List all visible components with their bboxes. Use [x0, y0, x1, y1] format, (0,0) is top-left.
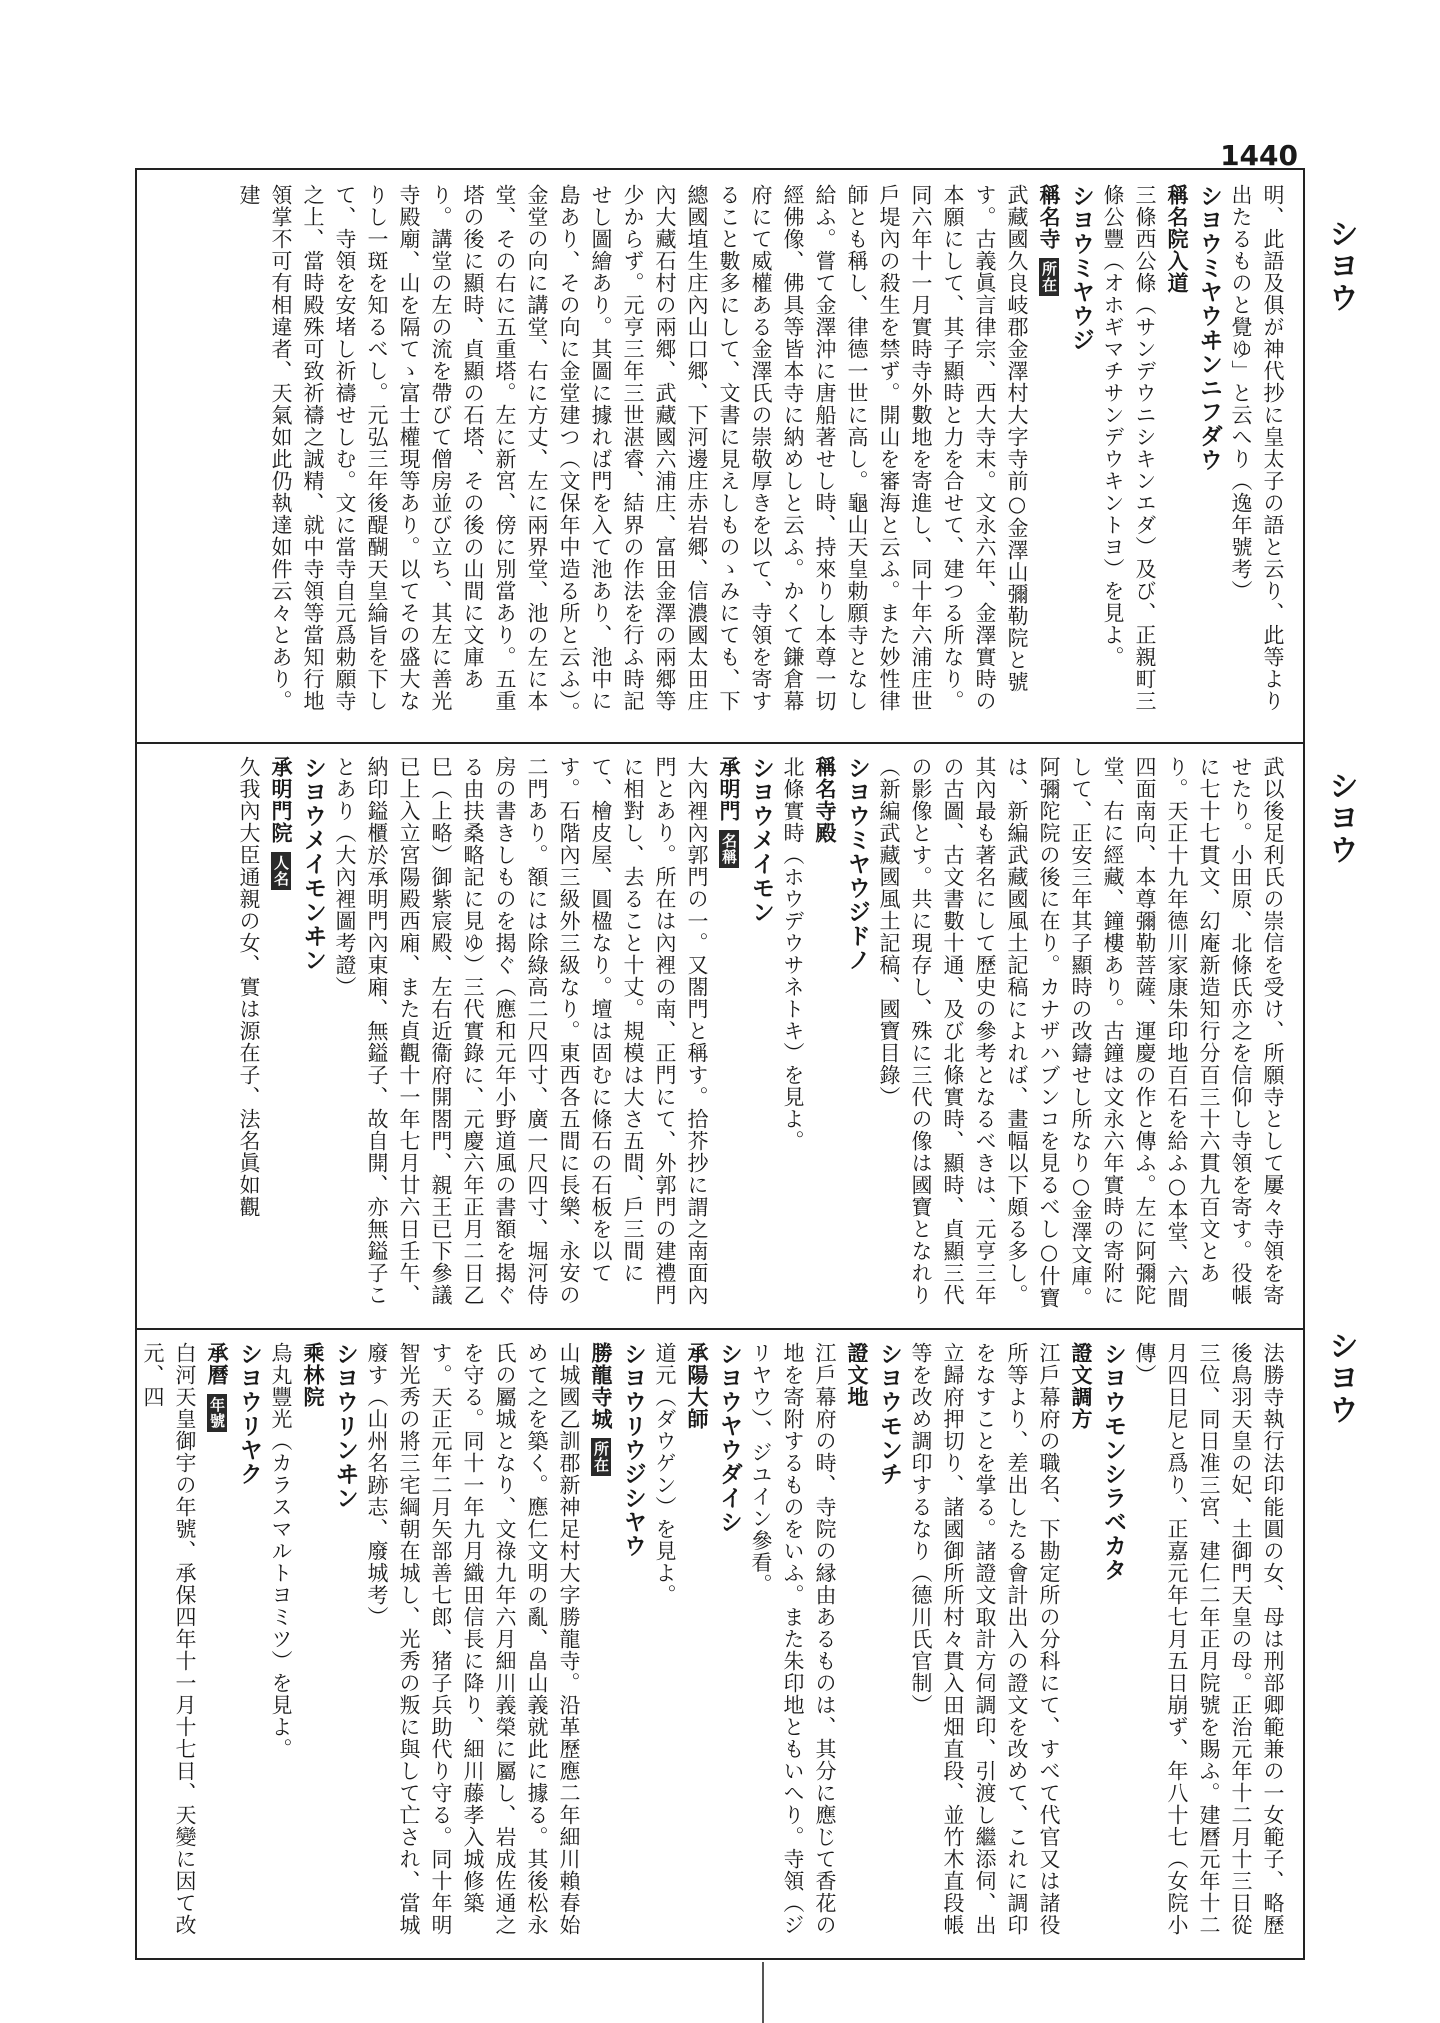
entry-kanji: 乘林院 — [301, 1342, 326, 1408]
page-frame — [135, 168, 1305, 1960]
entry-kanji-text: 稱名寺 — [1037, 184, 1062, 250]
entry-heading: シヨウミヤウジ — [1068, 184, 1094, 352]
entry-kanji-text: 承明門院 — [269, 756, 294, 844]
category-tag: 所在 — [591, 1438, 611, 1476]
category-tag: 所在 — [1039, 258, 1059, 296]
intro-text: 明、此語及俱が神代抄に皇太子の語と云り、此等より出たるものと覺ゆ」と云へり（逸年號考） — [1229, 184, 1285, 712]
entry-kanji-text: 承曆 — [205, 1342, 230, 1386]
entry-body: 三條西公條（サンデウニシキンエダ）及び、正親町三條公豐（オホギマチサンデウキントヨ）を見よ。 — [1101, 184, 1157, 712]
entry-heading: シヨウヤウダイシ — [716, 1342, 742, 1534]
continued-text: 法勝寺執行法印能圓の女、母は刑部卿範兼の一女範子、略歷後鳥羽天皇の妃、土御門天皇の母。正治元年十二月十三日從三位、同日准三宮、建仁二年正月院號を賜ふ。建曆元年十二月四日尼と爲り、正嘉元年七月五日崩ず、年八十七（女院小傳） — [1133, 1342, 1285, 1936]
category-tag: 年號 — [207, 1394, 227, 1432]
entry-body: 江戶幕府の職名、下勘定所の分科にて、すべて代官又は諸役所等より、差出したる會計出入の證文を改めて、これに調印をなすことを掌る。諸證文取計方伺調印、引渡し繼添伺、出立歸府押切り、諸國御所所村々貫入田畑直段、並竹木直段帳等を改め調印するなり（德川氏官制） — [909, 1342, 1061, 1936]
entry-kanji: 證文調方 — [1069, 1342, 1094, 1430]
entry-body: 久我內大臣通親の女、實は源在子、法名眞如觀 — [237, 756, 261, 1218]
category-tag: 名稱 — [719, 830, 739, 868]
entry-heading: シヨウモンシラベカタ — [1100, 1342, 1126, 1582]
entry-body: 道元（ダウゲン）を見よ。 — [653, 1342, 677, 1606]
header-kana-middle: シヨウ — [1323, 770, 1358, 866]
band-top-text — [137, 170, 1303, 742]
band-middle-text — [137, 742, 1303, 1328]
entry-kanji-text: 承明門 — [717, 756, 742, 822]
entry-heading: シヨウミヤウヰンニフダウ — [1196, 184, 1222, 472]
entry-heading: シヨウリヤク — [236, 1342, 262, 1486]
entry-heading: シヨウモンチ — [876, 1342, 902, 1486]
band-bottom — [137, 1328, 1303, 1958]
continued-text: 武以後足利氏の崇信を受け、所願寺として屢々寺領を寄せたり。小田原、北條氏亦之を信仰し寺領を寄す。役帳に七十七貫文、幻庵新造知行分百三十六貫九百文とあり。天正十九年德川家康朱印地百石を給ふ○本堂、六間四面南向、本尊彌勒菩薩、運慶の作と傳ふ。左に阿彌陀堂、右に經藏、鐘樓あり。古鐘は文永六年實時の寄附にして、正安三年其子顯時の改鑄せし所なり○金澤文庫。阿彌陀院の後に在り。カナザハブンコを見るべし○什寶は、新編武藏國風土記稿によれば、畫幅以下頗る多し。其內最も著名にして歷史の參考となるべきは、元亨三年の古圖、古文書數十通、及び北條實時、顯時、貞顯三代の影像とす。共に現存し、殊に三代の像は國寶となれり（新編武藏國風土記稿、國寶目錄） — [877, 756, 1285, 1309]
entry-kanji — [201, 1342, 233, 1948]
binding-gutter-line — [762, 1962, 764, 2023]
band-bottom-text — [137, 1328, 1303, 1958]
entry-heading: シヨウリウジシヤウ — [620, 1342, 646, 1558]
header-kana-bottom: シヨウ — [1323, 1330, 1358, 1426]
entry-body: 北條實時（ホウデウサネトキ）を見よ。 — [781, 756, 805, 1152]
header-kana-top: シヨウ — [1323, 218, 1358, 314]
entry-kanji — [265, 756, 297, 1318]
entry-kanji-text: 勝龍寺城 — [589, 1342, 614, 1430]
entry-heading: シヨウメイモンヰン — [300, 756, 326, 972]
entry-body: 烏丸豐光（カラスマルトヨミツ）を見よ。 — [269, 1342, 293, 1760]
category-tag: 人名 — [271, 852, 291, 890]
entry-body: 山城國乙訓郡新神足村大字勝龍寺。沿革歷應二年細川賴春始めて之を築く。應仁文明の亂、畠山義就此に據る。其後松永氏の屬城となり、文祿九年六月細川義榮に屬し、岩成佐通之を守る。同十一年九月織田信長に降り、細川藤孝入城修築す。天正元年二月矢部善七郎、猪子兵助代り守る。同十年明智光秀の將三宅綱朝在城し、光秀の叛に與して亡され、當城廢す（山州名跡志、廢城考） — [365, 1342, 581, 1936]
entry-body: 白河天皇御宇の年號、承保四年十一月十七日、天變に因て改元、四 — [141, 1342, 197, 1936]
entry-kanji — [585, 1342, 617, 1948]
entry-body: 武藏國久良岐郡金澤村大字寺前○金澤山彌勒院と號す。古義眞言律宗、西大寺末。文永六年、金澤實時の本願にして、其子顯時と力を合せて、建つる所なり。同六年十一月實時寺外數地を寄進し、同十年六浦庄世戶堤內の殺生を禁ず。開山を審海と云ふ。また妙性律師とも稱し、律德一世に高し。龜山天皇勅願寺となし給ふ。嘗て金澤沖に唐船著せし時、持來りし本尊一切經佛像、佛具等皆本寺に納めしと云ふ。かくて鎌倉幕府にて威權ある金澤氏の崇敬厚きを以て、寺領を寄すること數多にして、文書に見えしものゝみにても、下總國埴生庄內山口郷、下河邊庄赤岩郷、信濃國太田庄內大藏石村の兩郷、武藏國六浦庄、富田金澤の兩郷等少からず。元亨三年三世湛睿、結界の作法を行ふ時記せし圖繪あり。其圖に據れば門を入て池あり、池中に島あり、その向に金堂建つ（文保年中造る所と云ふ）。金堂の向に講堂、右に方丈、左に兩界堂、池の左に本堂、その右に五重塔。左に新宮、傍に別當あり。五重塔の後に顯時、貞顯の石塔、その後の山間に文庫あり。講堂の左の流を帶びて僧房並び立ち、其左に善光寺殿廟、山を隔てゝ富士權現等あり。以てその盛大なりし一斑を知るべし。元弘三年後醍醐天皇綸旨を下して、寺領を安堵し祈禱せしむ。文に當寺自元爲勅願寺之上、當時殿殊可致祈禱之誠精、就中寺領等當知行地領掌不可有相違者、天氣如此仍執達如件云々とあり。建 — [237, 184, 1029, 724]
page-number: 1440 — [1220, 139, 1298, 172]
entry-body: 江戶幕府の時、寺院の縁由あるものは、其分に應じて香花の地を寄附するものをいふ。また朱印地ともいへり。寺領（ジリヤウ）、ジユイン參看。 — [749, 1342, 837, 1936]
band-top — [137, 170, 1303, 744]
entry-kanji: 承陽大師 — [685, 1342, 710, 1430]
entry-kanji — [713, 756, 745, 1318]
band-middle — [137, 742, 1303, 1330]
entry-body: 大內裡內郭門の一。又閤門と稱す。拾芥抄に謂之南面內門とあり。所在は內裡の南、正門にて、外郭門の建禮門に相對し、去ること十丈。規模は大さ五間、戶三間にて、檜皮屋、圓楹なり。壇は固むに條石の石板を以てす。石階內三級外三級なり。東西各五間に長樂、永安の二門あり。額には除綠高二尺四寸、廣一尺四寸、堀河侍房の書きしものを揭ぐ（應和元年小野道風の書額を揭ぐる由扶桑略記に見ゆ）三代實錄に、元慶六年正月二日乙巳（上略）御紫宸殿、左右近衞府開閤門、親王已下參議已上入立宮陽殿西廂、また貞觀十一年七月廿六日壬午、納印鎰櫃於承明門內東廂、無鎰子、故自開、亦無鎰子ことあり（大內裡圖考證） — [333, 756, 709, 1306]
entry-heading: シヨウミヤウジドノ — [844, 756, 870, 972]
entry-heading: シヨウメイモン — [748, 756, 774, 924]
entry-kanji — [1033, 184, 1065, 732]
entry-heading: シヨウリンヰン — [332, 1342, 358, 1510]
entry-kanji: 證文地 — [845, 1342, 870, 1408]
entry-kanji: 稱名寺殿 — [813, 756, 838, 844]
entry-kanji: 稱名院入道 — [1165, 184, 1190, 294]
